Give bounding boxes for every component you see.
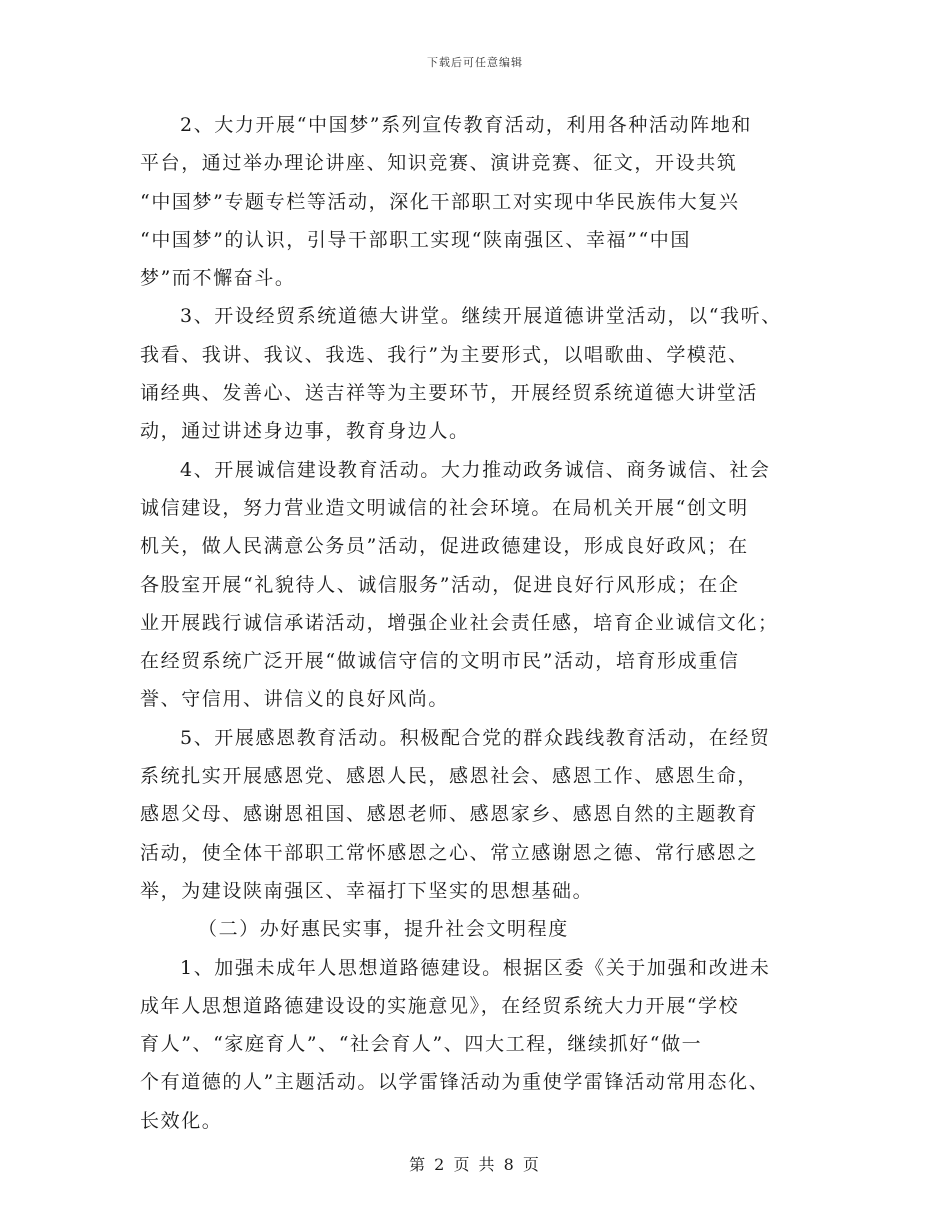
page-header: 下载后可任意编辑 — [427, 56, 523, 69]
text-line: 4、开展诚信建设教育活动。大力推动政务诚信、商务诚信、社会 — [180, 458, 771, 481]
text-line: 1、加强未成年人思想道路德建设。根据区委《关于加强和改进未 — [180, 956, 771, 979]
text-line: 个有道德的人”主题活动。以学雷锋活动为重使学雷锋活动常用态化、 — [140, 1071, 770, 1094]
text-line: “中国梦”的认识，引导干部职工实现“陕南强区、幸福”“中国 — [140, 228, 691, 251]
text-line: 各股室开展“礼貌待人、诚信服务”活动，促进良好行风形成；在企 — [140, 573, 740, 596]
text-line: 梦”而不懈奋斗。 — [140, 267, 296, 290]
paragraph-integrity — [140, 451, 830, 719]
paragraph-minors-morality — [140, 949, 830, 1140]
text-line: 业开展践行诚信承诺活动，增强企业社会责任感，培育企业诚信文化； — [140, 611, 779, 634]
text-line: 誉、守信用、讲信义的良好风尚。 — [140, 688, 450, 711]
text-line: 感恩父母、感谢恩祖国、感恩老师、感恩家乡、感恩自然的主题教育 — [140, 803, 759, 826]
text-line: 3、开设经贸系统道德大讲堂。继续开展道德讲堂活动，以“我听、 — [180, 305, 782, 328]
text-line: 我看、我讲、我议、我选、我行”为主要形式，以唱歌曲、学模范、 — [140, 343, 749, 366]
text-line: 系统扎实开展感恩党、感恩人民，感恩社会、感恩工作、感恩生命， — [140, 765, 759, 788]
text-line: 动，通过讲述身边事，教育身边人。 — [140, 420, 470, 443]
page-number-footer: 第 2 页 共 8 页 — [409, 1155, 541, 1174]
text-line: “中国梦”专题专栏等活动，深化干部职工对实现中华民族伟大复兴 — [140, 190, 740, 213]
text-line: 平台，通过举办理论讲座、知识竞赛、演讲竞赛、征文，开设共筑 — [140, 152, 738, 175]
text-line: 诚信建设，努力营业造文明诚信的社会环境。在局机关开展“创文明 — [140, 496, 749, 519]
paragraph-moral-lecture — [140, 297, 830, 450]
text-line: 举，为建设陕南强区、幸福打下坚实的思想基础。 — [140, 879, 594, 902]
text-line: 5、开展感恩教育活动。积极配合党的群众践线教育活动，在经贸 — [180, 726, 771, 749]
text-line: 长效化。 — [140, 1109, 223, 1132]
section-subheading — [140, 910, 830, 948]
text-line: 活动，使全体干部职工常怀感恩之心、常立感谢恩之德、常行感恩之 — [140, 841, 759, 864]
text-line: 诵经典、发善心、送吉祥等为主要环节，开展经贸系统道德大讲堂活 — [140, 382, 759, 405]
paragraph-gratitude — [140, 719, 830, 910]
text-line: 育人”、“家庭育人”、“社会育人”、四大工程，继续抓好“做一 — [140, 1033, 703, 1056]
document-body — [140, 106, 830, 1140]
paragraph-china-dream — [140, 106, 830, 297]
text-line: 机关，做人民满意公务员”活动，促进政德建设，形成良好政风；在 — [140, 535, 749, 558]
subheading-text: （二）办好惠民实事，提升社会文明程度 — [198, 918, 569, 941]
text-line: 在经贸系统广泛开展“做诚信守信的文明市民”活动，培育形成重信 — [140, 650, 740, 673]
text-line: 2、大力开展“中国梦”系列宣传教育活动，利用各种活动阵地和 — [180, 114, 752, 136]
text-line: 成年人思想道路德建设设的实施意见》，在经贸系统大力开展“学校 — [140, 994, 740, 1017]
